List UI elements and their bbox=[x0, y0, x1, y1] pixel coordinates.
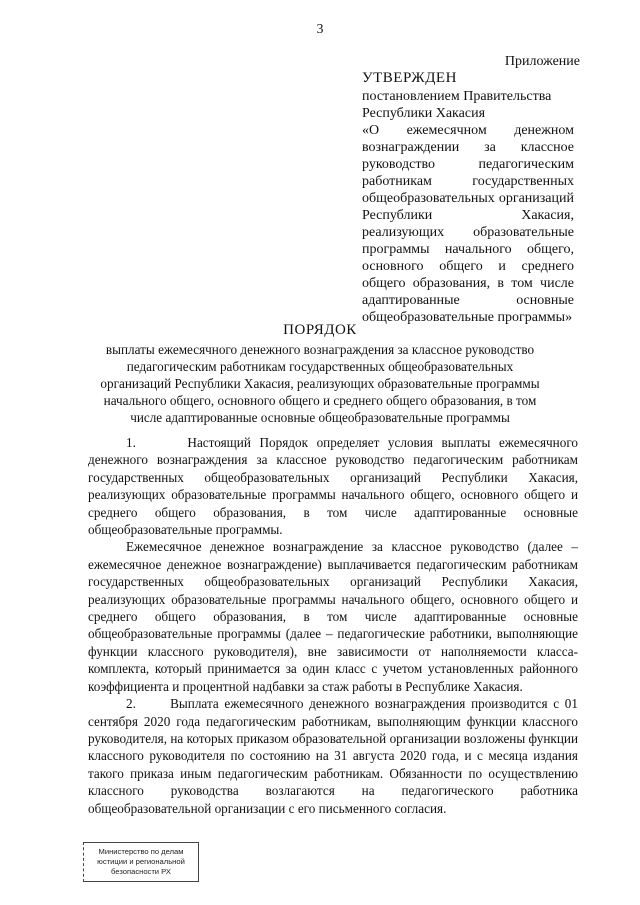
approval-line-republic: Республики Хакасия bbox=[362, 106, 486, 121]
page-number: 3 bbox=[316, 22, 324, 37]
document-title: ПОРЯДОК bbox=[283, 322, 357, 338]
stamp-line-3: безопасности РХ bbox=[111, 867, 171, 876]
paragraph-2: 2. Выплата ежемесячного денежного вознаграждения производится с 01 сентября 2020 года педагогическим работникам, выполняющим функции классного руководителя, на которых приказом образовательной организации возложены функции классного руководителя по состоянию на 31 августа 2020 года, и с месяца издания такого приказа иным педагогическим работникам. Обязанности по осуществлению классного руководства возлагаются на педагогического работника общеобразовательной организации с его письменного согласия. bbox=[88, 696, 578, 816]
paragraph-1: 1. Настоящий Порядок определяет условия выплаты ежемесячного денежного вознаграждения за классное руководство педагогическим работникам государственных общеобразовательных организаций Республики Хакасия, реализующих образовательные программы начального общего, основного общего и среднего общего образования, в том числе адаптированные основные общеобразовательные программы. bbox=[88, 435, 578, 538]
paragraph-1-continued: Ежемесячное денежное вознаграждение за классное руководство (далее – ежемесячное денежное вознаграждение) выплачивается педагогическим работникам государственных общеобразовательных организаций Республики Хакасия, реализующих образовательные программы начального общего, основного общего и среднего общего образования, в том числе адаптированные основные общеобразовательные программы (далее – педагогические работники, выполняющие функции классного руководителя), вне зависимости от наполняемости класса-комплекта, который принимается за один класс с учетом установленных районного коэффициента и процентной надбавки за стаж работы в Республике Хакасия. bbox=[88, 539, 578, 694]
ministry-stamp bbox=[83, 842, 199, 882]
document-body bbox=[88, 434, 578, 817]
document-subtitle: выплаты ежемесячного денежного вознаграждения за классное руководство педагогическим работникам государственных общеобразовательных организаций Республики Хакасия, реализующих образовательные программы начального общего, основного общего и среднего общего образования, в том числе адаптированные основные общеобразовательные программы bbox=[100, 342, 540, 425]
approval-decree-title: «О ежемесячном денежном вознаграждении за классное руководство педагогическим работникам государственных общеобразовательных организаций Республики Хакасия, реализующих образовательные программы начального общего, основного общего и среднего общего образования, в том числе адаптированные основные общеобразовательные программы» bbox=[362, 123, 574, 325]
approval-heading: УТВЕРЖДЕН bbox=[362, 70, 457, 86]
stamp-line-2: юстиции и региональной bbox=[97, 857, 185, 866]
approval-block bbox=[362, 70, 574, 326]
approval-line-government: постановлением Правительства bbox=[362, 89, 552, 104]
stamp-line-1: Министерство по делам bbox=[98, 847, 184, 856]
appendix-label: Приложение bbox=[504, 54, 580, 69]
